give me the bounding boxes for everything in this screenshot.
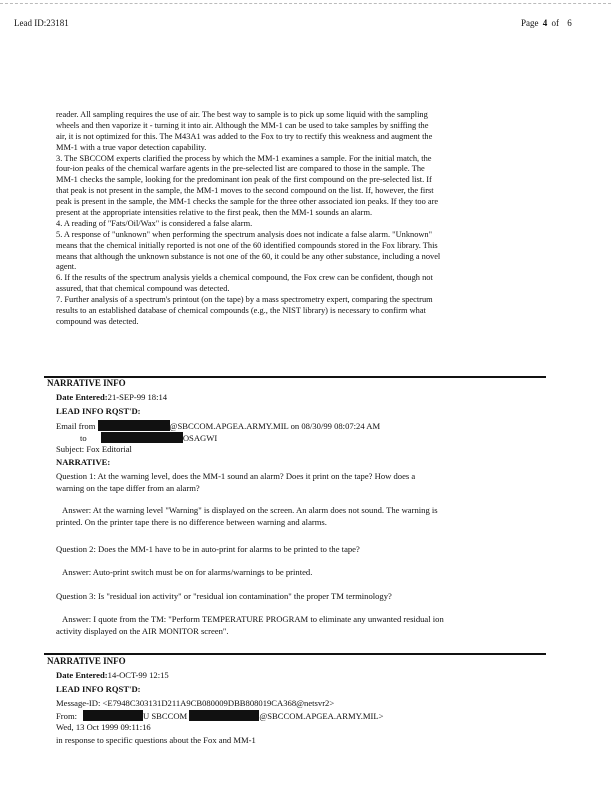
date-entered-label: Date Entered: xyxy=(56,392,108,402)
body-line: air, it is not optimized for this. The M43A1 was added to the Fox to try to rectify this weakness and augment the xyxy=(56,131,433,141)
lead-info-label-1: LEAD INFO RQST'D: xyxy=(56,406,141,416)
date-entered-1 xyxy=(56,392,167,402)
body-line: peak is present in the sample, the MM-1 checks the sample for the three other associated ion peaks. If they too are xyxy=(56,197,439,207)
sent-date: Wed, 13 Oct 1999 09:11:16 xyxy=(56,722,151,732)
page-number: 4 xyxy=(542,18,548,28)
redaction-block xyxy=(83,710,143,721)
body-line: that peak is not present in the sample, the MM-1 moves to the second compound on the list. If, however, the first xyxy=(56,186,434,196)
body-line: wheels and then vaporize it - turning it into air. Although the MM-1 can be used to take samples by sniffing the xyxy=(56,120,429,130)
question-1-line-1: Question 1: At the warning level, does the MM-1 sound an alarm? Does it print on the tape? How does a xyxy=(56,471,416,481)
page-indicator xyxy=(521,18,572,28)
answer-3-line-2: activity displayed on the AIR MONITOR screen". xyxy=(56,626,229,636)
body-line: 4. A reading of "Fats/Oil/Wax" is considered a false alarm. xyxy=(56,218,253,228)
body-line: MM-1 with a true vapor detection capability. xyxy=(56,142,207,152)
body-line: results to an established database of chemical compounds (e.g., the NIST library) is necessary to confirm what xyxy=(56,306,426,316)
body-paragraph xyxy=(56,110,546,328)
date-entered-value: 14-OCT-99 12:15 xyxy=(107,670,169,680)
narrative-heading-1: NARRATIVE INFO xyxy=(47,378,126,388)
email-from-domain: @SBCCOM.APGEA.ARMY.MIL on 08/30/99 08:07:24 AM xyxy=(169,421,381,431)
body-line: present at the appropriate intensities relative to the first peak, then the MM-1 sounds an alarm. xyxy=(56,208,373,218)
lead-info-label-2: LEAD INFO RQST'D: xyxy=(56,684,141,694)
body-line: four-ion peaks of the chemical warfare agents in the pre-selected list are compared to those in the sample. The xyxy=(56,164,425,174)
message-id: Message-ID: <E7948C303131D211A9CB080009DBB808019CA368@netsvr2> xyxy=(56,698,335,708)
page-label: Page xyxy=(521,18,539,28)
body-line: MM-1 checks the sample, looking for the predominant ion peak of the first compound on the pre-selected list. If xyxy=(56,175,432,185)
body-line: means that the chemical initially reported is not one of the 60 identified compounds stored in the Fox library. This xyxy=(56,240,438,250)
from-domain: @SBCCOM.APGEA.ARMY.MIL> xyxy=(259,711,384,721)
response-note: in response to specific questions about the Fox and MM-1 xyxy=(56,735,256,745)
of-label: of xyxy=(551,18,559,28)
body-line: assured, that that chemical compound was detected. xyxy=(56,284,230,294)
lead-id: Lead ID:23181 xyxy=(14,18,69,28)
question-2: Question 2: Does the MM-1 have to be in auto-print for alarms to be printed to the tape? xyxy=(56,544,360,554)
email-subject: Subject: Fox Editorial xyxy=(56,444,132,454)
from-org: U SBCCOM xyxy=(143,711,188,721)
email-from-line xyxy=(56,420,380,431)
body-line: 5. A response of "unknown" when performing the spectrum analysis does not indicate a false alarm. "Unknown" xyxy=(56,229,433,239)
body-line: agent. xyxy=(56,262,77,272)
narrative-heading-2: NARRATIVE INFO xyxy=(47,656,126,666)
question-3: Question 3: Is "residual ion activity" or "residual ion contamination" the proper TM terminology? xyxy=(56,591,392,601)
answer-3-line-1: Answer: I quote from the TM: "Perform TEMPERATURE PROGRAM to eliminate any unwanted residual ion xyxy=(62,614,444,624)
redaction-block xyxy=(98,420,170,431)
body-line: reader. All sampling requires the use of air. The best way to sample is to pick up some liquid with the sampling xyxy=(56,110,428,119)
body-line: compound was detected. xyxy=(56,316,139,326)
redaction-block xyxy=(101,432,183,443)
date-entered-value: 21-SEP-99 18:14 xyxy=(107,392,168,402)
top-edge-line xyxy=(0,3,611,4)
section-divider-2 xyxy=(44,653,546,655)
from-line xyxy=(56,710,383,721)
body-line: 3. The SBCCOM experts clarified the process by which the MM-1 examines a sample. For the initial match, the xyxy=(56,153,432,163)
date-entered-2 xyxy=(56,670,169,680)
answer-1-line-1: Answer: At the warning level "Warning" is displayed on the screen. An alarm does not sound. The warning is xyxy=(62,505,438,515)
email-to-label: to xyxy=(80,433,87,443)
answer-2: Answer: Auto-print switch must be on for alarms/warnings to be printed. xyxy=(62,567,313,577)
body-line: 7. Further analysis of a spectrum's printout (on the tape) by a mass spectrometry expert, comparing the spectrum xyxy=(56,295,433,305)
date-entered-label: Date Entered: xyxy=(56,670,108,680)
body-line: means that although the unknown substance is not one of the 60, it could be any other substance, including a novel xyxy=(56,251,441,261)
redaction-block xyxy=(189,710,259,721)
email-to-line xyxy=(80,432,217,443)
page-total: 6 xyxy=(567,18,572,28)
from-label: From: xyxy=(56,711,78,721)
email-to-domain: OSAGWI xyxy=(182,433,218,443)
answer-1-line-2: printed. On the printer tape there is no difference between warning and alarms. xyxy=(56,517,327,527)
narrative-label: NARRATIVE: xyxy=(56,457,111,467)
body-line: 6. If the results of the spectrum analysis yields a chemical compound, the Fox crew can be confident, though not xyxy=(56,273,433,283)
email-from-label: Email from xyxy=(56,421,96,431)
question-1-line-2: warning on the tape differ from an alarm? xyxy=(56,483,200,493)
